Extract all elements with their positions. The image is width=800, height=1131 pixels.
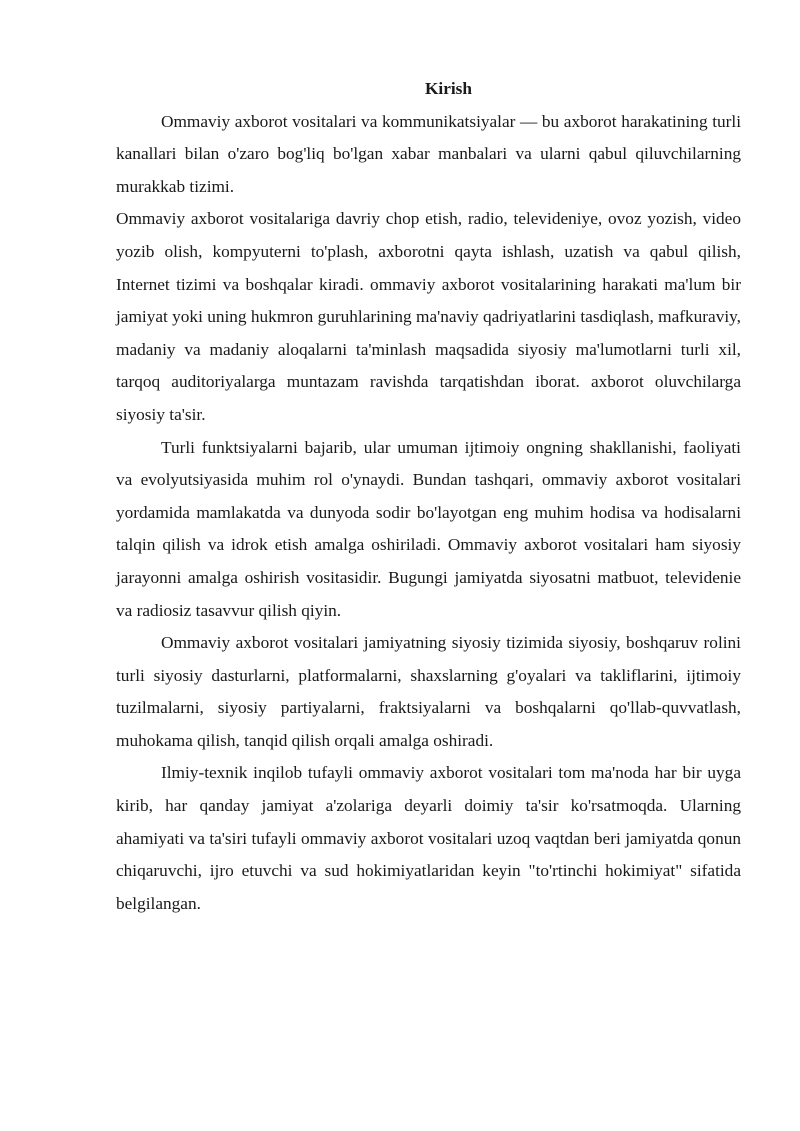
paragraph-1: Ommaviy axborot vositalari va kommunikatsiyalar — bu axborot harakatining turli kanallari bilan o'zaro bog'liq bo'lgan xabar manbalari va ularni qabul qiluvchilarning murakkab tizimi.	[116, 111, 741, 196]
paragraph-5: Ilmiy-texnik inqilob tufayli ommaviy axborot vositalari tom ma'noda har bir uyga kirib, har qanday jamiyat a'zolariga deyarli doimiy ta'sir ko'rsatmoqda. Ularning ahamiyati va ta'siri tufayli ommaviy axborot vositalari uzoq vaqtdan beri jamiyatda qonun chiqaruvchi, ijro etuvchi va sud hokimiyatlaridan keyin "to'rtinchi hokimiyat" sifatida belgilangan.	[116, 763, 741, 913]
paragraph-2: Ommaviy axborot vositalariga davriy chop etish, radio, televideniye, ovoz yozish, video yozib olish, kompyuterni to'plash, axborotni qayta ishlash, uzatish va qabul qilish, Internet tizimi va boshqalar kiradi. ommaviy axborot vositalarining harakati ma'lum bir jamiyat yoki uning hukmron guruhlarining ma'naviy qadriyatlarini tasdiqlash, mafkuraviy, madaniy va madaniy aloqalarni ta'minlash maqsadida siyosiy ma'lumotlarni turli xil, tarqoq auditoriyalarga muntazam ravishda tarqatishdan iborat. axborot oluvchilarga siyosiy ta'sir.	[116, 209, 741, 424]
document-page	[116, 73, 741, 920]
paragraph-4: Ommaviy axborot vositalari jamiyatning siyosiy tizimida siyosiy, boshqaruv rolini turli siyosiy dasturlarni, platformalarni, shaxslarning g'oyalari va takliflarini, ijtimoiy tuzilmalarni, siyosiy partiyalarni, fraktsiyalarni va boshqalarni qo'llab-quvvatlash, muhokama qilish, tanqid qilish orqali amalga oshiradi.	[116, 633, 741, 750]
document-title: Kirish	[424, 79, 473, 98]
paragraph-3: Turli funktsiyalarni bajarib, ular umuman ijtimoiy ongning shakllanishi, faoliyati va evolyutsiyasida muhim rol o'ynaydi. Bundan tashqari, ommaviy axborot vositalari yordamida mamlakatda va dunyoda sodir bo'layotgan eng muhim hodisa va hodisalarni talqin qilish va idrok etish amalga oshiriladi. Ommaviy axborot vositalari ham siyosiy jarayonni amalga oshirish vositasidir. Bugungi jamiyatda siyosatni matbuot, televidenie va radiosiz tasavvur qilish qiyin.	[116, 437, 741, 620]
